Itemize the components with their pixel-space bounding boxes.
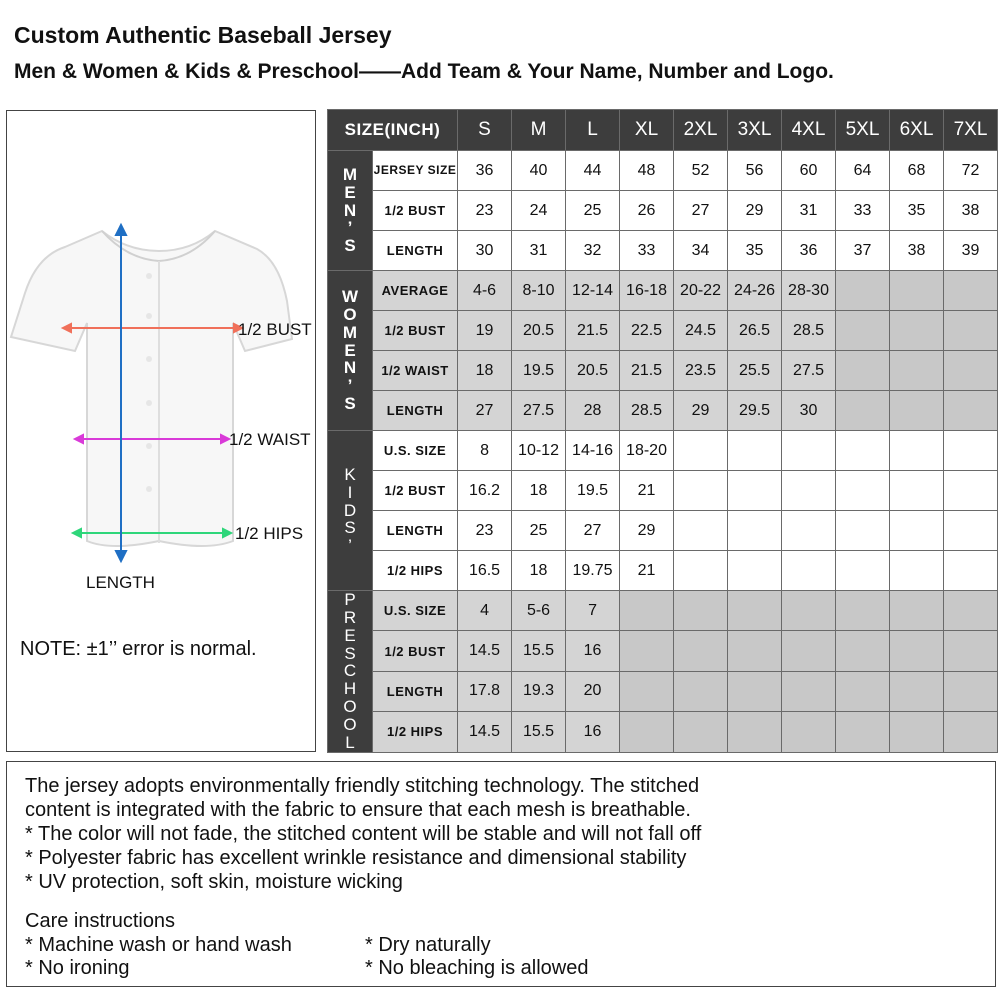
care-item: * No ironing [25,957,130,979]
size-cell: 18-20 [620,431,674,471]
size-cell [836,271,890,311]
size-table-body [328,151,998,753]
size-cell [836,511,890,551]
jersey-shape [11,231,292,546]
description-line: * The color will not fade, the stitched content will be stable and will not fall off [25,823,702,845]
button-dot [146,313,152,319]
size-cell: 14.5 [458,712,512,752]
care-item: * Dry naturally [365,934,491,956]
size-cell [890,591,944,631]
size-cell [944,671,998,711]
group-label-char: N [343,200,357,220]
size-cell: 27.5 [512,391,566,431]
size-cell [728,431,782,471]
size-cell [674,671,728,711]
size-row [328,712,998,752]
size-cell: 23.5 [674,351,728,391]
group-label [328,271,373,431]
size-cell: 15.5 [512,631,566,671]
size-cell: 16 [566,712,620,752]
size-row [328,591,998,631]
description-line: The jersey adopts environmentally friendly stitching technology. The stitched [25,775,700,797]
bust-label: 1/2 BUST [238,320,312,339]
size-cell: 27 [674,191,728,231]
group-label-char: H [343,679,357,699]
size-cell: 29.5 [728,391,782,431]
row-label: JERSEY SIZE [373,151,458,191]
group-label-char: E [344,625,356,645]
care-item: * Machine wash or hand wash [25,934,292,956]
size-cell: 10-12 [512,431,566,471]
size-cell [620,712,674,752]
size-cell [944,431,998,471]
size-cell: 23 [458,191,512,231]
size-cell: 35 [728,231,782,271]
row-label: 1/2 HIPS [373,551,458,591]
size-cell [674,431,728,471]
size-row [328,231,998,271]
size-row [328,471,998,511]
size-cell [728,712,782,752]
size-cell [620,591,674,631]
size-cell: 28 [566,391,620,431]
size-cell [674,631,728,671]
size-col-header: L [566,110,620,151]
size-cell: 30 [782,391,836,431]
size-cell [620,631,674,671]
group-label-char: S [344,643,356,663]
size-cell [728,471,782,511]
size-cell [944,631,998,671]
size-cell [674,712,728,752]
size-cell: 29 [674,391,728,431]
button-dot [146,400,152,406]
size-cell: 22.5 [620,311,674,351]
group-label-char: N [343,358,357,378]
row-label: LENGTH [373,231,458,271]
group-label-char: W [341,287,359,307]
size-cell [944,311,998,351]
group-label-char: S [344,518,356,538]
size-col-header: 4XL [782,110,836,151]
size-cell [782,511,836,551]
size-cell: 36 [458,151,512,191]
size-cell: 16.5 [458,551,512,591]
size-cell: 64 [836,151,890,191]
size-cell [890,631,944,671]
group-label-char: M [342,164,358,184]
size-cell: 5-6 [512,591,566,631]
size-cell [944,591,998,631]
size-cell: 40 [512,151,566,191]
size-cell [674,511,728,551]
size-cell: 16 [566,631,620,671]
size-row [328,431,998,471]
size-cell: 19.75 [566,551,620,591]
size-cell: 19.5 [512,351,566,391]
size-cell [836,351,890,391]
size-cell: 24.5 [674,311,728,351]
size-cell [944,271,998,311]
size-cell: 15.5 [512,712,566,752]
button-dot [146,443,152,449]
size-cell [782,591,836,631]
size-cell [944,391,998,431]
size-cell: 28-30 [782,271,836,311]
size-row [328,151,998,191]
size-cell: 44 [566,151,620,191]
size-cell [782,631,836,671]
group-label-char: ’ [347,218,353,238]
size-cell [620,671,674,711]
row-label: LENGTH [373,391,458,431]
size-cell [674,471,728,511]
size-cell [890,551,944,591]
size-cell: 19.3 [512,671,566,711]
size-cell: 19 [458,311,512,351]
group-label-char: O [343,304,357,324]
size-cell: 21 [620,471,674,511]
group-label-char: L [345,732,355,752]
size-col-header: 7XL [944,110,998,151]
size-cell [782,712,836,752]
size-cell: 25 [512,511,566,551]
size-row [328,511,998,551]
group-label-char: ’ [348,536,352,556]
size-cell: 24-26 [728,271,782,311]
size-cell [944,471,998,511]
size-col-header: 2XL [674,110,728,151]
size-row [328,391,998,431]
row-label: 1/2 BUST [373,471,458,511]
size-cell [890,671,944,711]
group-label-char: D [343,500,357,520]
description-line: * UV protection, soft skin, moisture wicking [25,871,403,893]
size-cell: 48 [620,151,674,191]
size-cell [944,511,998,551]
size-cell: 33 [836,191,890,231]
description-box [6,761,996,987]
size-row [328,551,998,591]
size-row [328,311,998,351]
size-cell: 30 [458,231,512,271]
size-cell: 14-16 [566,431,620,471]
size-cell: 7 [566,591,620,631]
size-cell: 29 [620,511,674,551]
button-dot [146,486,152,492]
size-cell: 21.5 [566,311,620,351]
size-cell [836,391,890,431]
description-line: * Polyester fabric has excellent wrinkle resistance and dimensional stability [25,847,687,869]
size-cell: 4 [458,591,512,631]
waist-label: 1/2 WAIST [229,430,311,449]
jersey-diagram-panel [6,110,316,752]
button-dot [146,356,152,362]
group-label-char: R [343,607,357,627]
size-cell [890,511,944,551]
size-cell: 31 [782,191,836,231]
row-label: 1/2 BUST [373,631,458,671]
size-cell: 52 [674,151,728,191]
group-label-char: O [343,697,357,717]
size-col-header: 3XL [728,110,782,151]
size-cell: 24 [512,191,566,231]
size-cell: 27.5 [782,351,836,391]
size-row [328,271,998,311]
size-cell [836,551,890,591]
size-row [328,631,998,671]
group-label-char: E [344,340,356,360]
size-cell [890,311,944,351]
size-cell [728,631,782,671]
length-label: LENGTH [86,573,155,592]
group-label-char: I [347,482,353,502]
size-cell: 56 [728,151,782,191]
size-cell [782,431,836,471]
size-cell: 18 [512,471,566,511]
size-cell: 28.5 [782,311,836,351]
size-cell [782,551,836,591]
size-col-header: XL [620,110,674,151]
size-cell: 33 [620,231,674,271]
size-cell [728,551,782,591]
size-cell [890,712,944,752]
row-label: U.S. SIZE [373,431,458,471]
size-chart-table [327,109,998,753]
size-cell: 27 [458,391,512,431]
row-label: 1/2 HIPS [373,712,458,752]
size-cell [890,471,944,511]
size-cell: 28.5 [620,391,674,431]
group-label [328,151,373,271]
size-cell: 23 [458,511,512,551]
size-cell: 8-10 [512,271,566,311]
size-cell: 34 [674,231,728,271]
size-cell [890,431,944,471]
size-cell: 20 [566,671,620,711]
row-label: LENGTH [373,511,458,551]
size-cell: 21.5 [620,351,674,391]
size-cell: 27 [566,511,620,551]
button-dot [146,273,152,279]
row-label: 1/2 BUST [373,191,458,231]
size-cell: 60 [782,151,836,191]
size-cell: 21 [620,551,674,591]
size-cell [782,471,836,511]
size-cell: 26 [620,191,674,231]
size-cell [836,631,890,671]
size-row [328,191,998,231]
page-subtitle: Men & Women & Kids & Preschool——Add Team & Your Name, Number and Logo. [14,60,834,83]
size-cell: 8 [458,431,512,471]
size-row [328,671,998,711]
row-label: 1/2 WAIST [373,351,458,391]
size-cell: 36 [782,231,836,271]
size-cell: 32 [566,231,620,271]
size-cell: 25 [566,191,620,231]
row-label: LENGTH [373,671,458,711]
care-item: * No bleaching is allowed [365,957,589,979]
size-cell [836,671,890,711]
size-cell [782,671,836,711]
size-cell: 68 [890,151,944,191]
size-cell: 20.5 [566,351,620,391]
size-cell [890,271,944,311]
size-cell: 25.5 [728,351,782,391]
size-col-header: 5XL [836,110,890,151]
size-cell [836,591,890,631]
group-label-char: C [343,661,357,681]
row-label: U.S. SIZE [373,591,458,631]
size-cell [674,591,728,631]
group-label-char: K [344,464,356,484]
row-label: AVERAGE [373,271,458,311]
size-col-header: S [458,110,512,151]
group-label-char: P [344,590,356,609]
size-cell: 4-6 [458,271,512,311]
size-cell: 38 [944,191,998,231]
group-label-char: S [344,236,356,256]
size-cell [728,671,782,711]
size-header-row [328,110,998,151]
size-cell [836,311,890,351]
size-cell: 18 [458,351,512,391]
size-cell: 16-18 [620,271,674,311]
group-label-char: S [344,394,356,414]
size-cell [944,551,998,591]
hips-label: 1/2 HIPS [235,524,304,543]
group-label-char: E [344,182,356,202]
size-cell [674,551,728,591]
row-label: 1/2 BUST [373,311,458,351]
size-cell: 39 [944,231,998,271]
error-note: NOTE: ±1’’ error is normal. [20,638,257,660]
size-cell [890,391,944,431]
size-cell [836,471,890,511]
size-cell: 17.8 [458,671,512,711]
size-cell [728,591,782,631]
size-row [328,351,998,391]
size-cell: 29 [728,191,782,231]
description-line: content is integrated with the fabric to ensure that each mesh is breathable. [25,799,691,821]
group-label [328,431,373,591]
group-label [328,591,373,753]
size-cell: 14.5 [458,631,512,671]
size-col-header: 6XL [890,110,944,151]
size-cell: 18 [512,551,566,591]
size-cell: 20-22 [674,271,728,311]
group-label-char: ’ [347,376,353,396]
size-cell [836,431,890,471]
size-cell: 38 [890,231,944,271]
size-cell: 26.5 [728,311,782,351]
size-col-header: M [512,110,566,151]
size-cell [944,351,998,391]
size-cell: 16.2 [458,471,512,511]
size-cell [944,712,998,752]
size-cell: 20.5 [512,311,566,351]
page-title: Custom Authentic Baseball Jersey [14,22,392,48]
size-cell: 35 [890,191,944,231]
size-cell [836,712,890,752]
size-cell [890,351,944,391]
size-cell: 12-14 [566,271,620,311]
size-header-label: SIZE(INCH) [328,110,458,151]
size-cell: 31 [512,231,566,271]
size-cell: 72 [944,151,998,191]
care-title: Care instructions [25,910,176,932]
size-cell [728,511,782,551]
group-label-char: M [342,322,358,342]
size-cell: 19.5 [566,471,620,511]
size-cell: 37 [836,231,890,271]
group-label-char: O [343,714,357,734]
